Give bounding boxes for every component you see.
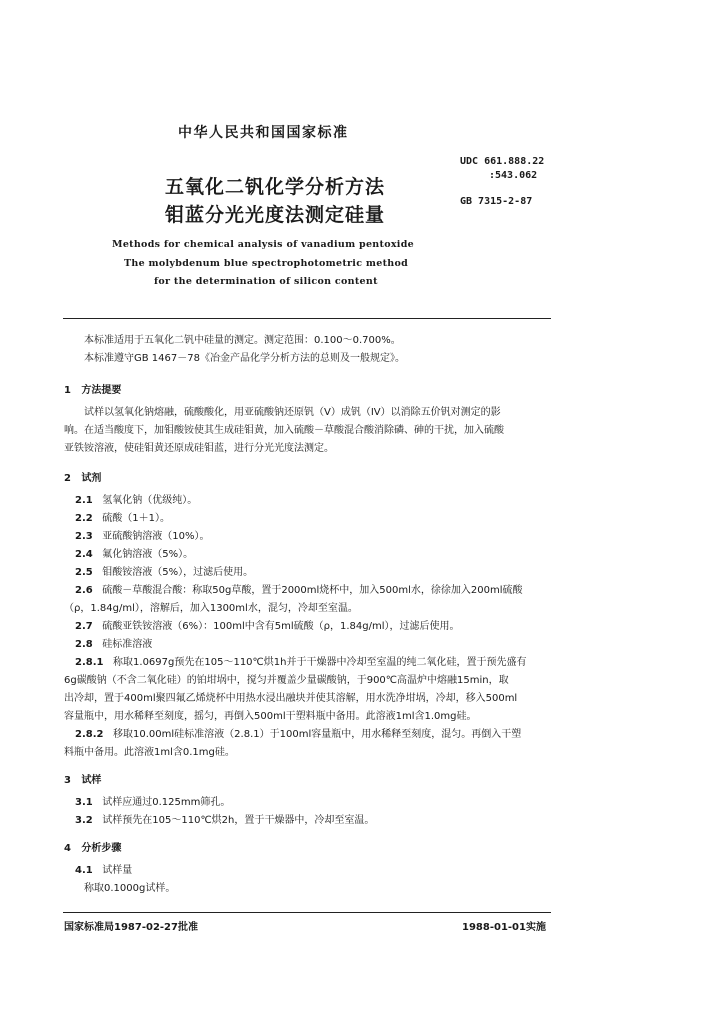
section-title: 方法提要 [81, 385, 122, 396]
section-number: 2 [64, 473, 71, 484]
section-title: 试样 [81, 775, 102, 786]
sample-item [75, 813, 374, 829]
item-number: 2.2 [75, 513, 93, 524]
item-number: 2.5 [75, 567, 93, 578]
section-2-heading [64, 469, 101, 484]
paragraph-line: 试样以氢氧化钠熔融，硫酸酸化，用亚硫酸钠还原钒（V）成钒（IV）以消除五价钒对测定的影 [84, 407, 501, 418]
item-number: 2.4 [75, 549, 93, 560]
intro-paragraph-1: 本标准适用于五氧化二钒中硅量的测定。测定范围：0.100～0.700%。 [84, 335, 401, 346]
section-title: 试剂 [81, 473, 102, 484]
reagent-item-2-7 [75, 619, 459, 635]
paragraph-line: 出冷却，置于400ml聚四氟乙烯烧杯中用热水浸出融块并使其溶解，用水洗净坩埚，冷却，移入500ml [64, 693, 518, 704]
title-line-1: 五氧化二钒化学分析方法 [165, 176, 386, 198]
implementation-date: 1988-01-01实施 [462, 922, 546, 933]
item-text: 试样预先在105～110℃烘2h，置于干燥器中，冷却至室温。 [102, 815, 375, 826]
item-number: 4.1 [75, 865, 93, 876]
reagent-item [75, 547, 193, 563]
standard-header: 中华人民共和国国家标准 [178, 125, 349, 141]
udc-code: UDC 661.888.22 [460, 156, 545, 167]
item-number: 2.7 [75, 621, 93, 632]
item-text: 试样应通过0.125mm筛孔。 [102, 797, 231, 808]
item-text: 硅标准溶液 [102, 639, 153, 650]
intro-paragraph-2: 本标准遵守GB 1467－78《冶金产品化学分析方法的总则及一般规定》。 [84, 353, 405, 364]
paragraph-line: 料瓶中备用。此溶液1ml含0.1mg硅。 [64, 747, 235, 758]
english-title-line-2: The molybdenum blue spectrophotometric method [124, 258, 409, 269]
item-text: 硫酸－草酸混合酸：称取50g草酸，置于2000ml烧杯中，加入500ml水，徐徐加入200ml硫酸 [102, 585, 523, 596]
item-text: 钼酸铵溶液（5%），过滤后使用。 [102, 567, 254, 578]
english-title-line-1: Methods for chemical analysis of vanadium pentoxide [112, 239, 415, 250]
paragraph-line: 亚铁铵溶液，使硅钼黄还原成硅钼蓝，进行分光光度法测定。 [64, 443, 334, 454]
item-number: 2.1 [75, 495, 93, 506]
section-3-heading [64, 771, 101, 786]
reagent-item [75, 511, 170, 527]
section-title: 分析步骤 [81, 843, 122, 854]
item-text: 硫酸（1＋1）。 [102, 513, 170, 524]
paragraph-line: 称取0.1000g试样。 [84, 883, 176, 894]
bottom-divider [63, 912, 551, 913]
reagent-item-2-6 [75, 583, 523, 599]
item-number: 2.6 [75, 585, 93, 596]
item-text: 氢氧化钠（优级纯）。 [102, 495, 198, 506]
top-divider [63, 318, 551, 319]
section-4-heading [64, 839, 121, 854]
paragraph-line: （ρ，1.84g/ml），溶解后，加入1300ml水，混匀，冷却至室温。 [64, 603, 358, 614]
item-number: 2.8.1 [75, 657, 104, 668]
item-number: 3.1 [75, 797, 93, 808]
reagent-item-2-8-2 [75, 727, 521, 743]
item-text: 亚硫酸钠溶液（10%）。 [102, 531, 210, 542]
english-title-line-3: for the determination of silicon content [154, 276, 378, 287]
gb-code: GB 7315-2-87 [460, 196, 533, 207]
analysis-item-4-1 [75, 863, 132, 879]
reagent-item [75, 493, 197, 509]
item-text: 试样量 [102, 865, 133, 876]
section-number: 1 [64, 385, 71, 396]
section-number: 3 [64, 775, 71, 786]
reagent-item-2-8 [75, 637, 152, 653]
reagent-item [75, 565, 253, 581]
item-number: 2.8.2 [75, 729, 104, 740]
reagent-item-2-8-1 [75, 655, 526, 671]
item-text: 硫酸亚铁铵溶液（6%）：100ml中含有5ml硫酸（ρ，1.84g/ml），过滤后使用。 [102, 621, 460, 632]
approval-date: 国家标准局1987-02-27批准 [64, 922, 198, 933]
section-number: 4 [64, 843, 71, 854]
item-text: 称取1.0697g预先在105～110℃烘1h并于干燥器中冷却至室温的纯二氧化硅，置于预先盛有 [113, 657, 527, 668]
item-number: 3.2 [75, 815, 93, 826]
paragraph-line: 响。在适当酸度下，加钼酸铵使其生成硅钼黄，加入硫酸－草酸混合酸消除磷、砷的干扰，加入硫酸 [64, 425, 504, 436]
item-number: 2.3 [75, 531, 93, 542]
paragraph-line: 容量瓶中，用水稀释至刻度，摇匀，再倒入500ml干塑料瓶中备用。此溶液1ml含1.0mg硅。 [64, 711, 477, 722]
sample-item [75, 795, 230, 811]
item-text: 移取10.00ml硅标准溶液（2.8.1）于100ml容量瓶中，用水稀释至刻度，混匀。再倒入干塑 [113, 729, 522, 740]
section-1-heading [64, 381, 121, 396]
item-number: 2.8 [75, 639, 93, 650]
paragraph-line: 6g碳酸钠（不含二氧化硅）的铂坩埚中，搅匀并覆盖少量碳酸钠，于900℃高温炉中熔融15min，取 [64, 675, 509, 686]
reagent-item [75, 529, 210, 545]
udc-code-continued: :543.062 [489, 170, 538, 181]
title-line-2: 钼蓝分光光度法测定硅量 [165, 204, 386, 226]
item-text: 氟化钠溶液（5%）。 [102, 549, 194, 560]
